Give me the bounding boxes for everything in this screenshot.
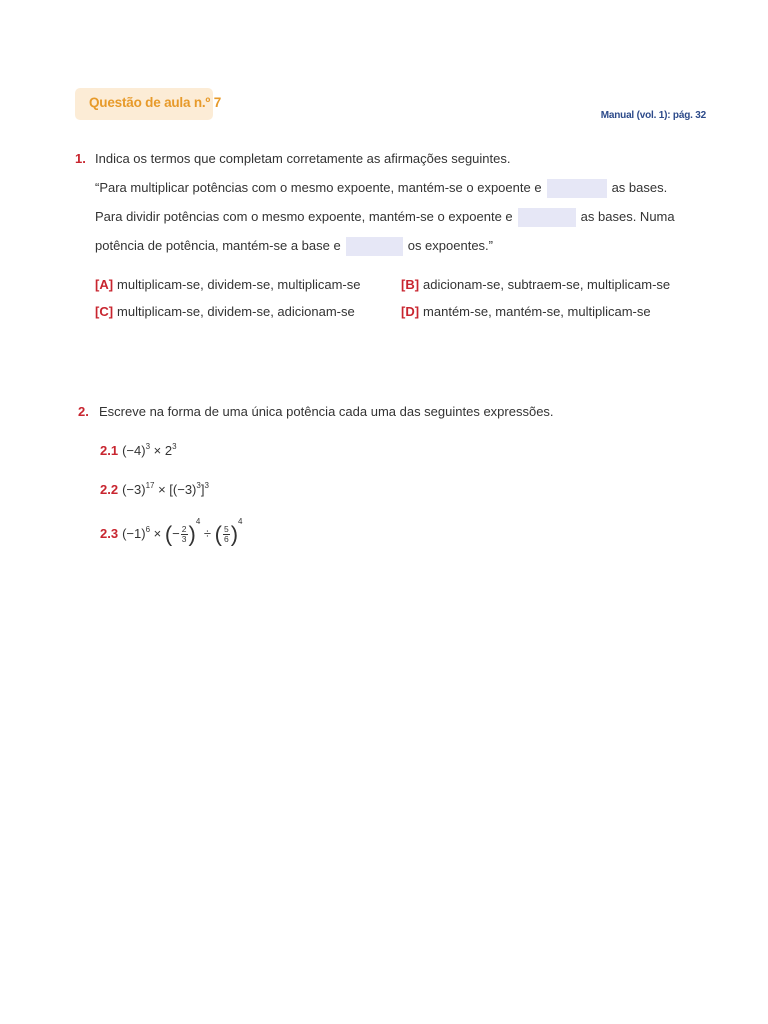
subquestion-2-1 (100, 443, 177, 458)
subquestion-2-3-number: 2.3 (100, 526, 119, 541)
expr-exponent: 3 (196, 481, 201, 490)
expr-operator: × (150, 526, 165, 541)
fraction-numerator: 5 (223, 524, 229, 535)
close-paren: ) (188, 521, 196, 547)
statement-line-3-start: potência de potência, mantém-se a base e (95, 237, 341, 253)
blank-2[interactable] (518, 208, 576, 227)
expr-sign: − (172, 526, 180, 541)
question-2-number: 2. (78, 404, 89, 419)
option-a[interactable] (95, 277, 361, 292)
option-b[interactable] (401, 277, 670, 292)
option-a-text: multiplicam-se, dividem-se, multiplicam-se (117, 277, 361, 292)
expr-exponent: 6 (145, 525, 151, 534)
question-2-prompt: Escreve na forma de uma única potência cada uma das seguintes expressões. (99, 404, 554, 419)
fraction (223, 525, 230, 544)
option-a-label: [A] (95, 277, 114, 292)
statement-line-1-end: as bases. (611, 179, 668, 195)
option-b-label: [B] (401, 277, 420, 292)
expr-base: (−1) (122, 526, 146, 541)
subquestion-2-1-number: 2.1 (100, 443, 119, 458)
question-1-number: 1. (75, 151, 86, 166)
expr-exponent: 3 (145, 442, 151, 451)
statement-line-2 (95, 208, 675, 227)
expr-base: (−3) (122, 482, 146, 497)
fraction-numerator: 2 (181, 524, 187, 535)
expr-operator: ÷ (200, 526, 215, 541)
option-c-label: [C] (95, 304, 114, 319)
expr-exponent: 4 (195, 517, 201, 526)
expr-exponent: 4 (238, 517, 243, 526)
expr-exponent: 3 (204, 481, 209, 490)
option-c[interactable] (95, 304, 355, 319)
expr-exponent: 3 (172, 442, 177, 451)
question-badge (75, 88, 222, 120)
statement-line-2-end: as bases. Numa (580, 208, 675, 224)
expr-bracket: ] (200, 482, 205, 497)
open-paren: ( (164, 521, 173, 547)
question-1-prompt: Indica os termos que completam corretamente as afirmações seguintes. (95, 151, 511, 166)
option-b-text: adicionam-se, subtraem-se, multiplicam-se (423, 277, 671, 292)
fraction-denominator: 3 (181, 534, 187, 545)
statement-line-1-start: “Para multiplicar potências com o mesmo expoente, mantém-se o expoente e (95, 179, 542, 195)
option-d-label: [D] (401, 304, 420, 319)
close-paren: ) (230, 521, 239, 547)
expr-base: (−4) (122, 443, 146, 458)
option-d-text: mantém-se, mantém-se, multiplicam-se (423, 304, 651, 319)
subquestion-2-2-number: 2.2 (100, 482, 119, 497)
statement-line-2-start: Para dividir potências com o mesmo expoente, mantém-se o expoente e (95, 208, 513, 224)
expr-operator: × 2 (150, 443, 173, 458)
option-d[interactable] (401, 304, 651, 319)
fraction-denominator: 6 (223, 534, 229, 545)
blank-3[interactable] (346, 237, 403, 256)
open-paren: ( (214, 521, 222, 547)
statement-line-1 (95, 179, 667, 198)
manual-reference: Manual (vol. 1): pág. 32 (600, 110, 706, 121)
badge-title: Questão de aula n.º 7 (89, 95, 222, 110)
statement-line-3 (95, 237, 493, 256)
subquestion-2-3 (100, 517, 243, 547)
option-c-text: multiplicam-se, dividem-se, adicionam-se (117, 304, 355, 319)
expr-operator: × [(−3) (154, 482, 197, 497)
fraction (181, 525, 188, 544)
expr-exponent: 17 (145, 481, 155, 490)
statement-line-3-end: os expoentes.” (407, 237, 493, 253)
subquestion-2-2 (100, 482, 209, 497)
blank-1[interactable] (547, 179, 607, 198)
